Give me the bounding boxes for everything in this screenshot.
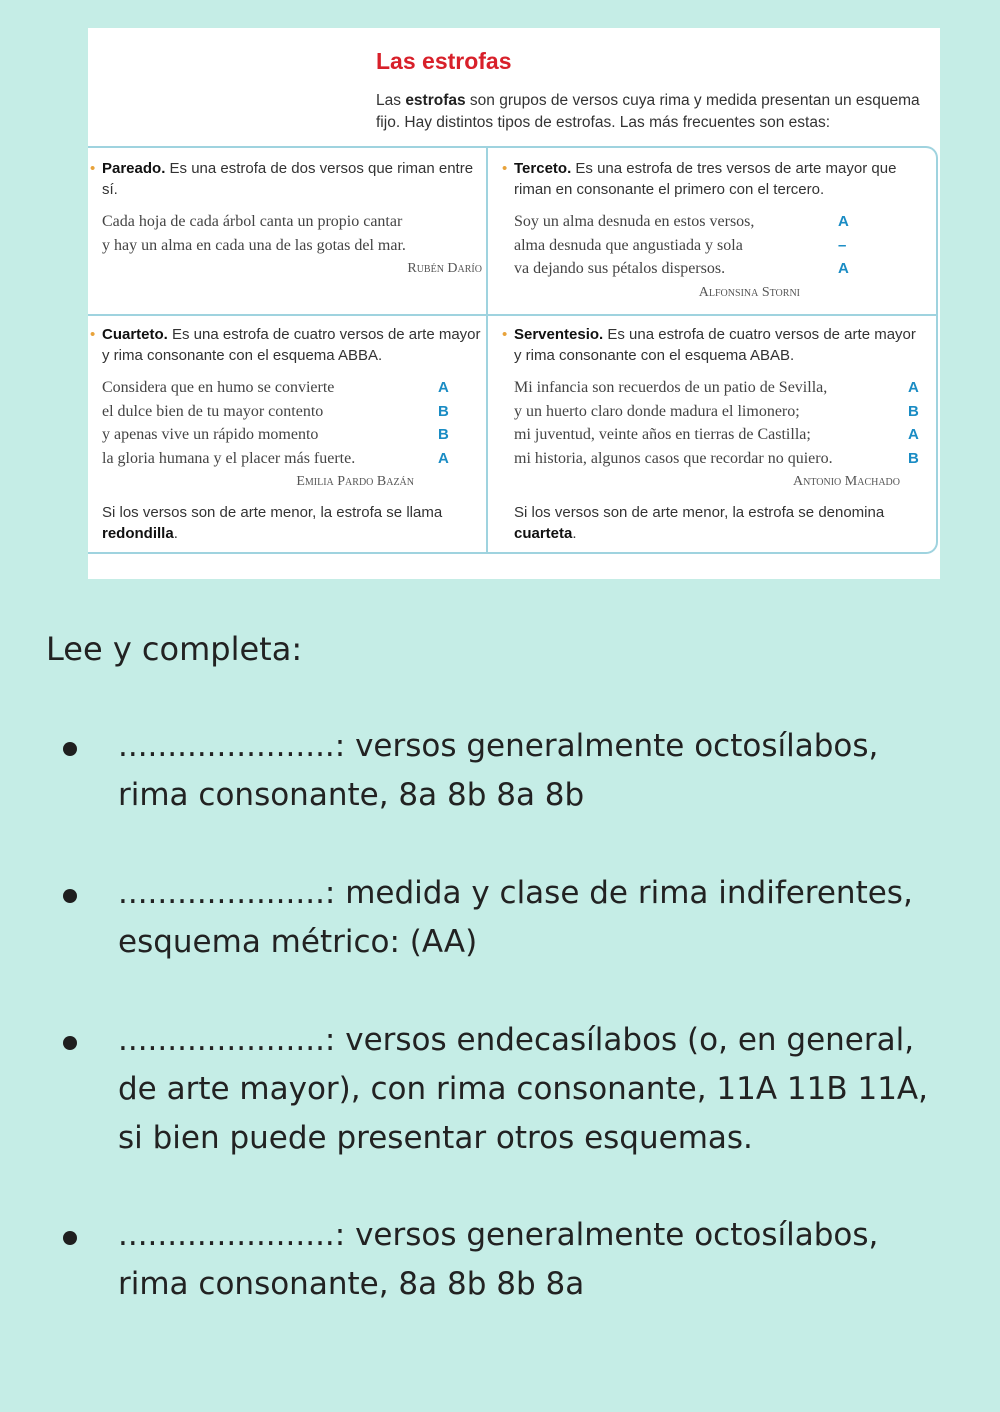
grid-divider-horizontal bbox=[88, 314, 936, 316]
pareado-definition: • Pareado. Es una estrofa de dos versos que riman entre sí. bbox=[90, 160, 474, 198]
card-intro: Las estrofas son grupos de versos cuya rima y medida presentan un esquema fijo. Hay distintos tipos de estrofas. Las más frecuentes son estas: bbox=[376, 92, 920, 131]
pareado-poem bbox=[102, 210, 482, 257]
textbook-card bbox=[88, 28, 940, 579]
card-title: Las estrofas bbox=[376, 48, 512, 74]
cell-cuarteto bbox=[90, 324, 482, 544]
cell-terceto bbox=[502, 158, 924, 301]
bullet-icon bbox=[63, 742, 77, 756]
exercise-item-text: .....................: medida y clase de rima indiferentes, esquema métrico: (AA) bbox=[118, 875, 913, 960]
bullet-icon: • bbox=[90, 160, 96, 177]
cuarteto-definition: • Cuarteto. Es una estrofa de cuatro versos de arte mayor y rima consonante con el esquema ABBA. bbox=[90, 326, 481, 364]
cuarteto-poem bbox=[102, 376, 482, 470]
rhyme-label: – bbox=[838, 236, 847, 254]
verse: y hay un alma en cada una de las gotas del mar. bbox=[102, 236, 406, 254]
serventesio-author: Antonio Machado bbox=[793, 474, 900, 489]
serventesio-poem bbox=[514, 376, 924, 470]
exercise-heading: Lee y completa: bbox=[46, 630, 303, 668]
rhyme-label: B bbox=[438, 402, 449, 420]
verse: alma desnuda que angustiada y sola – bbox=[514, 234, 924, 258]
terceto-poem bbox=[514, 210, 924, 281]
terceto-definition: • Terceto. Es una estrofa de tres versos de arte mayor que riman en consonante el primero con el tercero. bbox=[502, 160, 897, 198]
stanza-grid bbox=[88, 146, 938, 554]
cell-pareado bbox=[90, 158, 482, 277]
verse: mi juventud, veinte años en tierras de Castilla; A bbox=[514, 423, 924, 447]
rhyme-label: B bbox=[908, 449, 919, 467]
verse: mi historia, algunos casos que recordar no quiero. B bbox=[514, 447, 924, 471]
bullet-icon bbox=[63, 1231, 77, 1245]
rhyme-label: A bbox=[438, 449, 449, 467]
verse: Soy un alma desnuda en estos versos, A bbox=[514, 210, 924, 234]
cuarteto-note: Si los versos son de arte menor, la estrofa se llama redondilla. bbox=[102, 504, 443, 542]
verse: la gloria humana y el placer más fuerte. A bbox=[102, 447, 482, 471]
cuarteto-author: Emilia Pardo Bazán bbox=[296, 474, 414, 489]
verse: el dulce bien de tu mayor contento B bbox=[102, 400, 482, 424]
rhyme-label: A bbox=[838, 213, 849, 230]
rhyme-label: A bbox=[908, 426, 919, 443]
rhyme-label: A bbox=[438, 379, 449, 396]
pareado-author: Rubén Darío bbox=[407, 261, 482, 276]
verse: Cada hoja de cada árbol canta un propio cantar bbox=[102, 213, 403, 230]
verse: va dejando sus pétalos dispersos. A bbox=[514, 257, 924, 281]
exercise-item-text: ......................: versos generalmente octosílabos, rima consonante, 8a 8b 8b 8a bbox=[118, 1217, 879, 1302]
bullet-icon: • bbox=[502, 326, 508, 343]
rhyme-label: B bbox=[908, 402, 919, 420]
cell-serventesio bbox=[502, 324, 924, 544]
exercise-item-text: ......................: versos generalmente octosílabos, rima consonante, 8a 8b 8a 8b bbox=[118, 728, 879, 813]
bullet-icon: • bbox=[502, 160, 508, 177]
verse: Mi infancia son recuerdos de un patio de Sevilla, A bbox=[514, 376, 924, 400]
rhyme-label: A bbox=[908, 379, 919, 396]
bullet-icon: • bbox=[90, 326, 96, 343]
verse: Considera que en humo se convierte A bbox=[102, 376, 482, 400]
bullet-icon bbox=[63, 1036, 77, 1050]
serventesio-note: Si los versos son de arte menor, la estrofa se denomina cuarteta. bbox=[514, 504, 885, 542]
serventesio-definition: • Serventesio. Es una estrofa de cuatro versos de arte mayor y rima consonante con el esquema ABAB. bbox=[502, 326, 916, 364]
rhyme-label: B bbox=[438, 426, 449, 443]
exercise-item-text: .....................: versos endecasílabos (o, en general, de arte mayor), con rima consonante, 11A 11B 11A, si bien puede presentar otros esquemas. bbox=[118, 1022, 928, 1156]
grid-divider-vertical bbox=[486, 148, 488, 552]
verse: y un huerto claro donde madura el limonero; B bbox=[514, 400, 924, 424]
verse: y apenas vive un rápido momento B bbox=[102, 423, 482, 447]
bullet-icon bbox=[63, 889, 77, 903]
terceto-author: Alfonsina Storni bbox=[698, 284, 800, 300]
rhyme-label: A bbox=[838, 260, 849, 277]
